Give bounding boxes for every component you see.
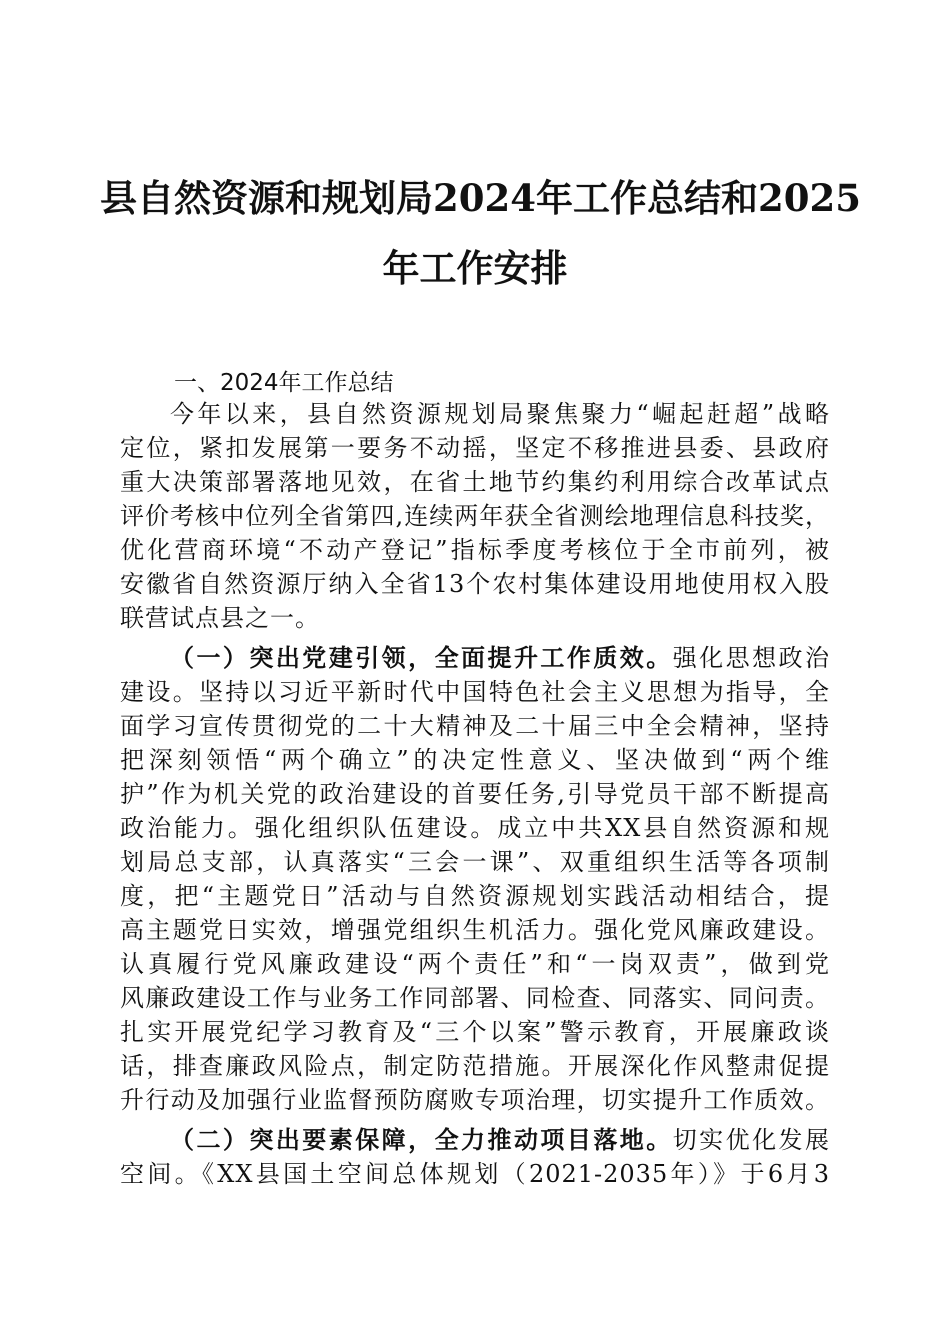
- subsection-line: [170, 641, 830, 675]
- body-line: 把深刻领悟“两个确立”的决定性意义、坚决做到“两个维: [120, 746, 830, 774]
- body-line: 优化营商环境“不动产登记”指标季度考核位于全市前列，被: [120, 536, 830, 564]
- body-line: 重大决策部署落地见效，在省土地节约集约利用综合改革试点: [120, 468, 830, 496]
- body-line: 高主题党日实效，增强党组织生机活力。强化党风廉政建设。: [120, 916, 830, 944]
- subsection-line: [170, 1123, 830, 1157]
- document-title-line-2: 年工作安排: [382, 246, 568, 290]
- body-line: 空间。《XX县国土空间总体规划（2021-2035年）》于6月3: [120, 1160, 830, 1188]
- subsection-heading: （一）突出党建引领，全面提升工作质效。: [170, 643, 673, 672]
- body-line: 度，把“主题党日”活动与自然资源规划实践活动相结合，提: [120, 882, 830, 910]
- document-title-line-1: 县自然资源和规划局2024年工作总结和2025: [100, 176, 861, 220]
- body-line: 认真履行党风廉政建设“两个责任”和“一岗双责”，做到党: [120, 950, 830, 978]
- body-line: 升行动及加强行业监督预防腐败专项治理，切实提升工作质效。: [120, 1086, 830, 1114]
- subsection-heading: （二）突出要素保障，全力推动项目落地。: [170, 1125, 673, 1154]
- section-heading: 一、2024年工作总结: [174, 370, 394, 396]
- body-line: 风廉政建设工作与业务工作同部署、同检查、同落实、同问责。: [120, 984, 830, 1012]
- body-line: 今年以来，县自然资源规划局聚焦聚力“崛起赶超”战略: [170, 400, 830, 428]
- body-text: 强化思想政治: [672, 644, 831, 672]
- body-line: 话，排查廉政风险点，制定防范措施。开展深化作风整肃促提: [120, 1052, 830, 1080]
- body-line: 建设。坚持以习近平新时代中国特色社会主义思想为指导，全: [120, 678, 830, 706]
- body-line: 政治能力。强化组织队伍建设。成立中共XX县自然资源和规: [120, 814, 830, 842]
- body-line: 面学习宣传贯彻党的二十大精神及二十届三中全会精神，坚持: [120, 712, 830, 740]
- body-line: 评价考核中位列全省第四,连续两年获全省测绘地理信息科技奖，: [120, 502, 830, 530]
- body-line: 划局总支部，认真落实“三会一课”、双重组织生活等各项制: [120, 848, 830, 876]
- body-line: 联营试点县之一。: [120, 604, 320, 632]
- body-text: 切实优化发展: [672, 1126, 831, 1154]
- body-line: 定位，紧扣发展第一要务不动摇，坚定不移推进县委、县政府: [120, 434, 830, 462]
- body-line: 护”作为机关党的政治建设的首要任务,引导党员干部不断提高: [120, 780, 830, 808]
- body-line: 安徽省自然资源厅纳入全省13个农村集体建设用地使用权入股: [120, 570, 830, 598]
- body-line: 扎实开展党纪学习教育及“三个以案”警示教育，开展廉政谈: [120, 1018, 830, 1046]
